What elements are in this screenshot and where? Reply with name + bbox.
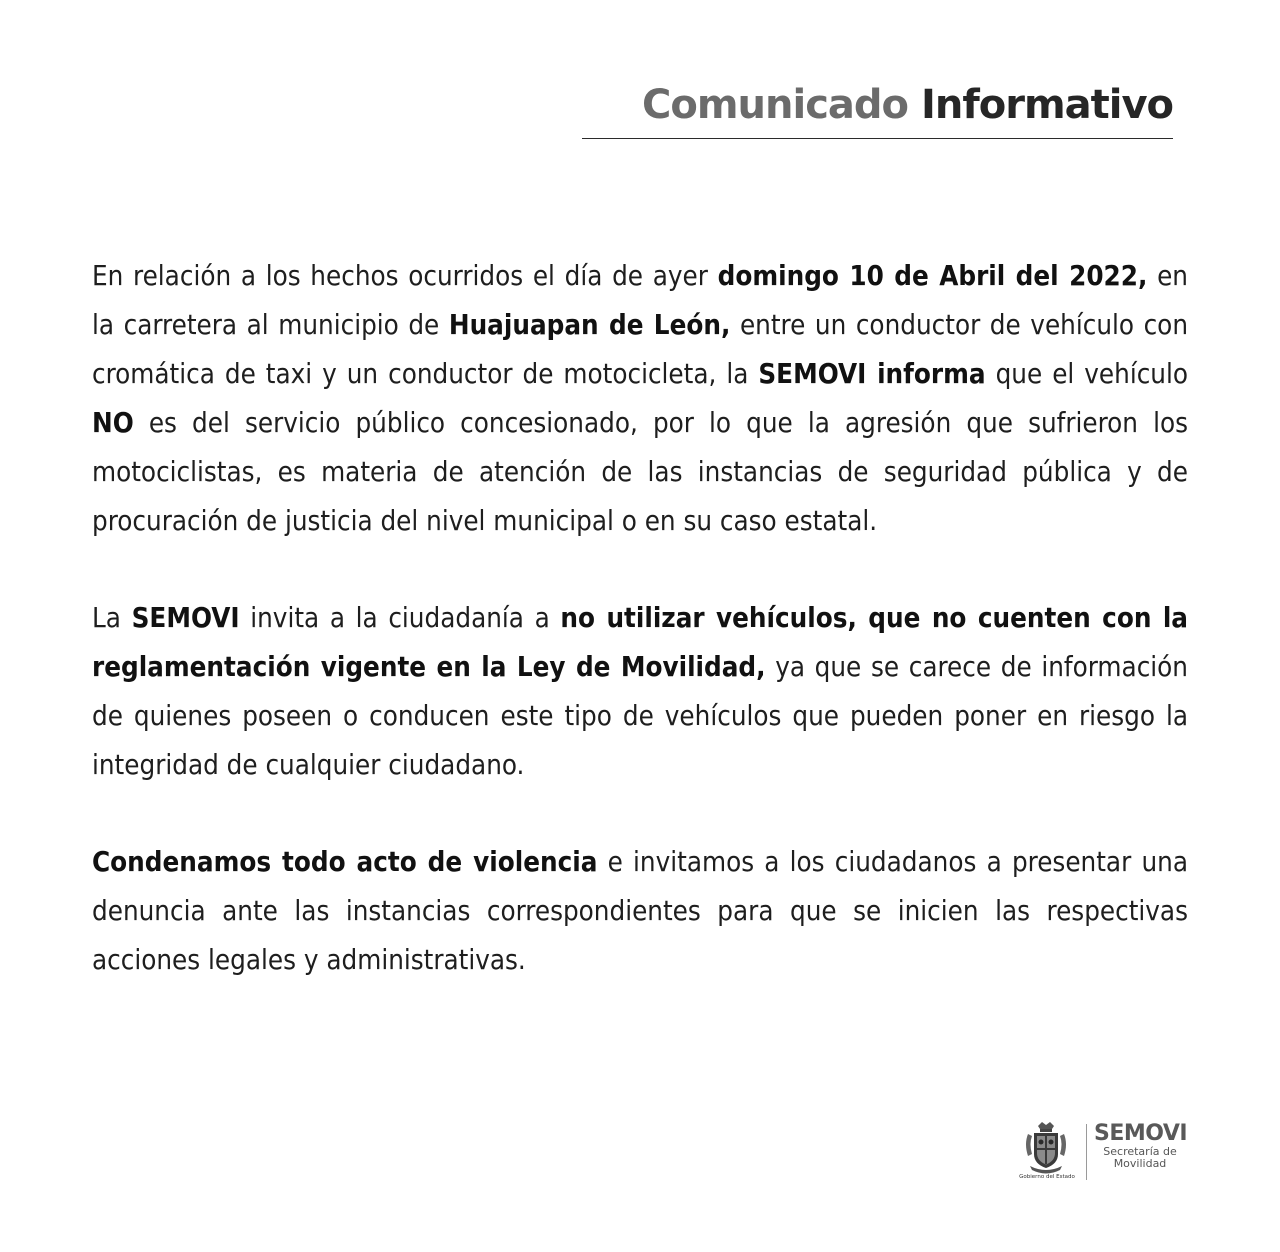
document-header — [582, 80, 1173, 139]
brand-name: SEMOVI — [1094, 1121, 1188, 1146]
bold-date: domingo 10 de Abril del 2022, — [717, 260, 1148, 292]
footer-logos — [1016, 1120, 1186, 1184]
text-span: invita a la ciudadanía a — [239, 602, 561, 634]
brand-sub-line-1: Secretaría de — [1103, 1145, 1177, 1158]
text-span: que el vehículo — [985, 358, 1188, 390]
document-title-dark: Informativo — [920, 82, 1173, 128]
bold-condemnation: Condenamos todo acto de violencia — [92, 846, 598, 878]
bold-recommendation: no utilizar vehículos, que no cuenten con la reglamentación vigente en la Ley de Movilidad, — [92, 602, 1189, 683]
text-span: e invitamos a los ciudadanos a presentar una denuncia ante las instancias correspondientes para que se inicien las respectivas acciones legales y administrativas. — [92, 846, 1188, 976]
paragraph-invitation — [92, 594, 1188, 790]
text-span: La — [92, 602, 132, 634]
bold-no: NO — [92, 407, 134, 439]
text-span: entre un conductor de vehículo con cromática de taxi y un conductor de motocicleta, la — [92, 309, 1189, 390]
text-span: En relación a los hechos ocurridos el día de ayer — [92, 260, 718, 292]
text-span: ya que se carece de información de quienes poseen o conducen este tipo de vehículos que pueden poner en riesgo la integridad de cualquier ciudadano. — [92, 651, 1188, 781]
document-body — [92, 252, 1188, 1033]
brand-sub-line-2: Movilidad — [1113, 1157, 1167, 1170]
bold-semovi: SEMOVI — [131, 602, 240, 634]
document-title-light: Comunicado — [642, 82, 909, 128]
paragraph-condemnation — [92, 838, 1188, 985]
bold-semovi-informa: SEMOVI informa — [758, 358, 986, 390]
paragraph-incident — [92, 252, 1188, 546]
bold-location: Huajuapan de León, — [448, 309, 731, 341]
document-title — [582, 80, 1173, 130]
text-span: es del servicio público concesionado, por lo que la agresión que sufrieron los motociclistas, es materia de atención de las instancias de seguridad pública y de procuración de justicia del nivel municipal o en su caso estatal. — [92, 407, 1188, 537]
seal-caption: Gobierno del Estado — [1019, 1174, 1075, 1180]
footer-divider — [1086, 1124, 1087, 1180]
text-span: en la carretera al municipio de — [92, 260, 1188, 341]
semovi-logo — [1094, 1122, 1186, 1170]
